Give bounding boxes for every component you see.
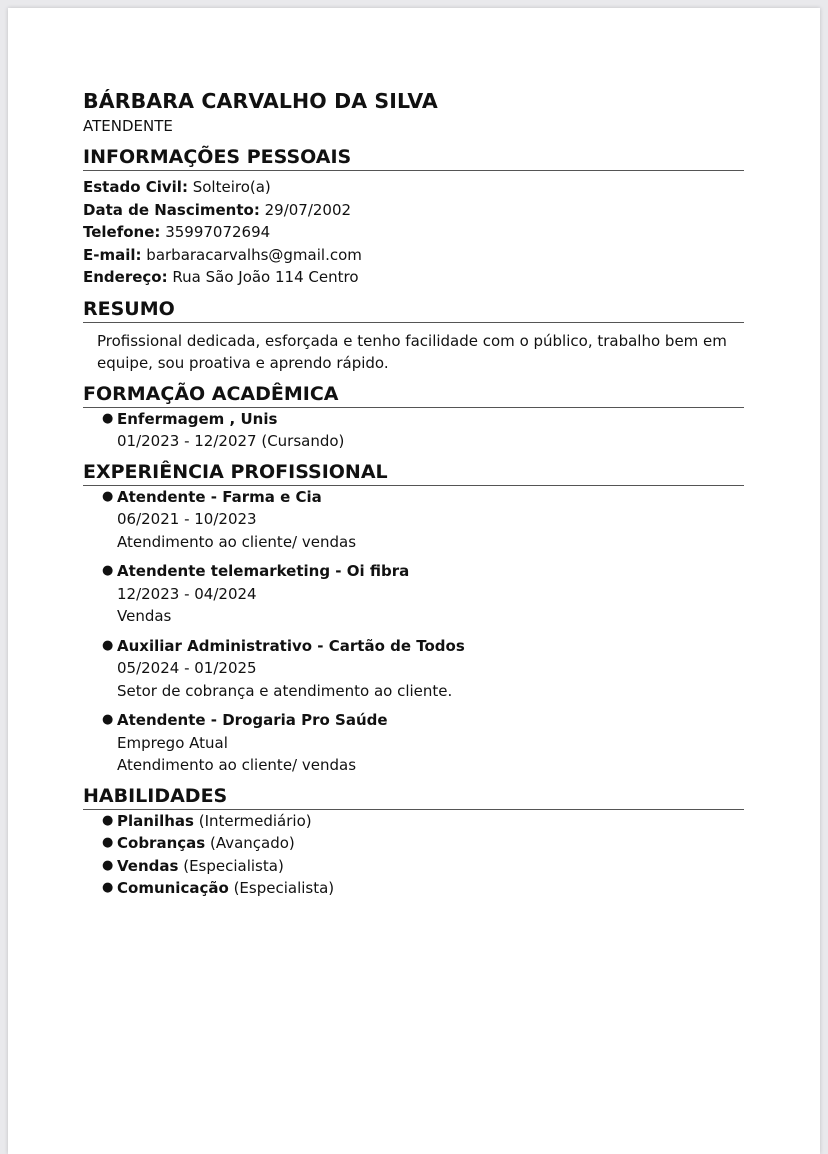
field-label: Endereço:	[83, 268, 168, 286]
education-section	[83, 382, 744, 453]
item-period: Emprego Atual	[117, 733, 228, 752]
item-period: 12/2023 - 04/2024	[117, 584, 257, 603]
phone-row	[83, 221, 744, 244]
experience-list	[83, 486, 744, 777]
skill-name: Comunicação	[117, 879, 229, 897]
skill-name: Planilhas	[117, 811, 194, 830]
summary-heading: RESUMO	[83, 297, 744, 323]
item-title: Atendente - Drogaria Pro Saúde	[117, 711, 388, 729]
item-description: Atendimento ao cliente/ vendas	[117, 532, 357, 551]
experience-heading: EXPERIÊNCIA PROFISSIONAL	[83, 460, 744, 486]
list-item	[83, 560, 744, 628]
item-title: Auxiliar Administrativo - Cartão de Todos	[117, 636, 465, 655]
field-value: Rua São João 114 Centro	[172, 268, 359, 286]
bullet-icon: ●	[102, 563, 114, 578]
item-description: Atendimento ao cliente/ vendas	[117, 756, 357, 774]
list-item	[83, 810, 744, 833]
item-description: Setor de cobrança e atendimento ao cliente.	[117, 681, 453, 700]
list-item	[83, 635, 744, 703]
item-period: 01/2023 - 12/2027 (Cursando)	[117, 432, 345, 450]
experience-section	[83, 460, 744, 777]
marital-status-row	[83, 176, 744, 199]
email-value[interactable]: barbaracarvalhs@gmail.com	[146, 245, 362, 264]
skill-level: (Especialista)	[233, 879, 335, 897]
field-value: 35997072694	[165, 223, 271, 241]
list-item	[83, 486, 744, 554]
personal-info-heading: INFORMAÇÕES PESSOAIS	[83, 145, 744, 171]
bullet-icon: ●	[102, 637, 114, 653]
field-label: E-mail:	[83, 245, 142, 264]
list-item	[83, 832, 744, 855]
bullet-icon: ●	[102, 410, 114, 426]
bullet-icon: ●	[102, 488, 114, 504]
birth-date-row	[83, 199, 744, 222]
bullet-icon: ●	[102, 880, 114, 895]
education-list	[83, 408, 744, 453]
resume-page	[8, 8, 820, 1154]
field-label: Data de Nascimento:	[83, 200, 260, 219]
candidate-name: BÁRBARA CARVALHO DA SILVA	[83, 89, 438, 113]
item-period: 05/2024 - 01/2025	[117, 659, 257, 677]
personal-info-list	[83, 176, 744, 289]
bullet-icon: ●	[102, 857, 114, 873]
resume-content	[83, 88, 744, 900]
list-item	[83, 877, 744, 900]
item-title: Atendente telemarketing - Oi fibra	[117, 562, 410, 580]
item-period: 06/2021 - 10/2023	[117, 510, 257, 528]
field-label: Telefone:	[83, 223, 161, 241]
list-item	[83, 709, 744, 777]
field-label: Estado Civil:	[83, 178, 188, 196]
skill-level: (Especialista)	[183, 856, 284, 875]
item-title: Atendente - Farma e Cia	[117, 487, 322, 506]
personal-info-section	[83, 145, 744, 289]
address-row	[83, 266, 744, 289]
email-row	[83, 244, 744, 267]
item-description: Vendas	[117, 607, 172, 625]
list-item	[83, 855, 744, 878]
skills-list	[83, 810, 744, 900]
candidate-role: ATENDENTE	[83, 117, 173, 135]
field-value: Solteiro(a)	[192, 178, 271, 196]
skill-level: (Avançado)	[209, 834, 295, 852]
bullet-icon: ●	[102, 835, 114, 850]
skills-section	[83, 784, 744, 900]
list-item	[83, 408, 744, 453]
bullet-icon: ●	[102, 712, 114, 727]
bullet-icon: ●	[102, 812, 114, 828]
skill-level: (Intermediário)	[198, 811, 312, 830]
skill-name: Cobranças	[117, 834, 206, 852]
field-value: 29/07/2002	[264, 200, 352, 219]
skills-heading: HABILIDADES	[83, 784, 744, 810]
summary-text: Profissional dedicada, esforçada e tenho facilidade com o público, trabalho bem em equipe, sou proativa e aprendo rápido.	[97, 331, 727, 372]
item-title: Enfermagem , Unis	[117, 409, 278, 428]
summary-section	[83, 297, 744, 374]
education-heading: FORMAÇÃO ACADÊMICA	[83, 382, 744, 408]
skill-name: Vendas	[117, 856, 179, 875]
